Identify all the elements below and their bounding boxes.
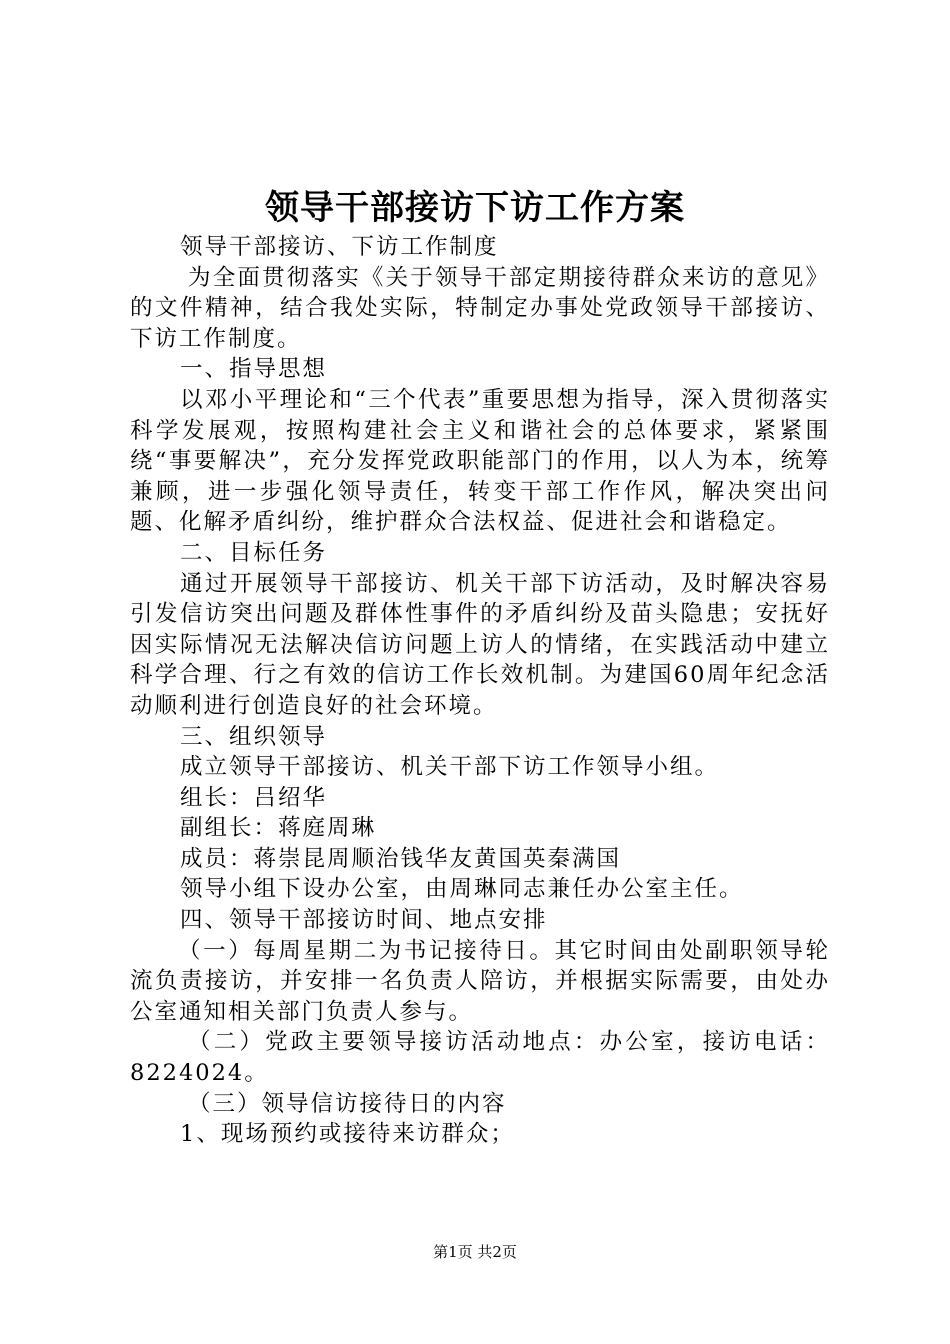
paragraph-deputy-leader: 副组长：蒋庭周琳	[180, 815, 377, 842]
paragraph-schedule-item-2: （二）党政主要领导接访活动地点：办公室，接访电话：8224024。	[130, 1029, 830, 1087]
paragraph-goals: 通过开展领导干部接访、机关干部下访活动，及时解决容易引发信访突出问题及群体性事件的矛盾纠纷及苗头隐患；安抚好因实际情况无法解决信访问题上访人的情绪，在实践活动中建立科学合理、行之有效的信访工作长效机制。为建国60周年纪念活动顺利进行创造良好的社会环境。	[130, 570, 830, 719]
paragraph-list-item-1: 1、现场预约或接待来访群众；	[180, 1121, 515, 1148]
paragraph-intro: 为全面贯彻落实《关于领导干部定期接待群众来访的意见》的文件精神，结合我处实际，特制定办事处党政领导干部接访、下访工作制度。	[130, 264, 830, 352]
paragraph-members: 成员：蒋崇昆周顺治钱华友黄国英秦满国	[180, 845, 622, 872]
section-heading-schedule: 四、领导干部接访时间、地点安排	[180, 907, 548, 934]
paragraph-organization: 成立领导干部接访、机关干部下访工作领导小组。	[180, 754, 720, 781]
paragraph-office: 领导小组下设办公室，由周琳同志兼任办公室主任。	[180, 876, 744, 903]
paragraph-team-leader: 组长：吕绍华	[180, 784, 328, 811]
paragraph-schedule-item-3: （三）领导信访接待日的内容	[188, 1090, 507, 1117]
document-body	[130, 232, 830, 1150]
paragraph-schedule-item-1: （一）每周星期二为书记接待日。其它时间由处副职领导轮流负责接访，并安排一名负责人陪访，并根据实际需要，由处办公室通知相关部门负责人参与。	[130, 937, 830, 1025]
page-number-footer: 第1页 共2页	[433, 1243, 517, 1261]
paragraph-guiding-thought: 以邓小平理论和“三个代表”重要思想为指导，深入贯彻落实科学发展观，按照构建社会主义和谐社会的总体要求，紧紧围绕“事要解决”，充分发挥党政职能部门的作用，以人为本，统筹兼顾，进一步强化领导责任，转变干部工作作风，解决突出问题、化解矛盾纠纷，维护群众合法权益、促进社会和谐稳定。	[130, 386, 830, 536]
section-heading-guiding-thought: 一、指导思想	[180, 356, 328, 383]
section-heading-goals: 二、目标任务	[180, 539, 328, 566]
section-heading-organization: 三、组织领导	[180, 723, 328, 750]
document-title: 领导干部接访下访工作方案	[265, 188, 685, 228]
paragraph-subtitle: 领导干部接访、下访工作制度	[180, 234, 499, 260]
